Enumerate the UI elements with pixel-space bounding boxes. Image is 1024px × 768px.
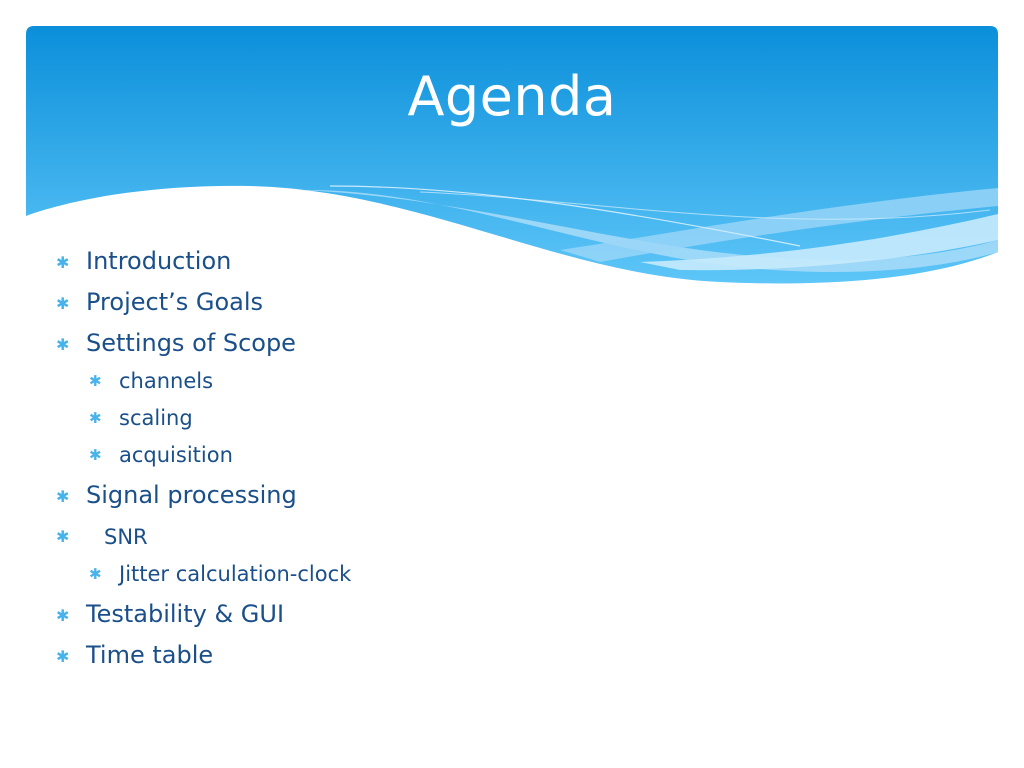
list-item-label: Testability & GUI bbox=[86, 600, 285, 628]
sub-list-item bbox=[89, 442, 233, 468]
list-item bbox=[56, 480, 297, 510]
sub-list-item bbox=[89, 368, 214, 394]
asterisk-bullet-icon: ✱ bbox=[56, 527, 70, 546]
slide-title: Agenda bbox=[407, 65, 617, 128]
list-item bbox=[56, 328, 296, 358]
asterisk-bullet-icon: ✱ bbox=[56, 487, 70, 506]
list-item-label: Signal processing bbox=[86, 481, 297, 509]
sub-list-item bbox=[89, 561, 352, 587]
asterisk-bullet-icon: ✱ bbox=[56, 294, 70, 313]
list-item-label: channels bbox=[119, 369, 214, 393]
list-item-label: acquisition bbox=[119, 443, 233, 467]
asterisk-bullet-icon: ✱ bbox=[56, 253, 70, 272]
list-item bbox=[56, 599, 285, 629]
list-item bbox=[56, 287, 264, 317]
list-item-label: Project’s Goals bbox=[86, 288, 264, 316]
asterisk-bullet-icon: ✱ bbox=[56, 335, 70, 354]
list-item-label: Settings of Scope bbox=[86, 329, 296, 357]
asterisk-bullet-icon: ✱ bbox=[56, 647, 70, 666]
asterisk-bullet-icon: ✱ bbox=[56, 606, 70, 625]
asterisk-bullet-icon: ✱ bbox=[89, 565, 102, 583]
list-item-label: scaling bbox=[119, 406, 193, 430]
asterisk-bullet-icon: ✱ bbox=[89, 446, 102, 464]
list-item bbox=[56, 640, 214, 670]
list-item-label: Time table bbox=[86, 641, 214, 669]
list-item bbox=[56, 246, 232, 276]
list-item bbox=[56, 524, 148, 550]
list-item-label: SNR bbox=[104, 525, 148, 549]
asterisk-bullet-icon: ✱ bbox=[89, 372, 102, 390]
list-item-label: Introduction bbox=[86, 247, 232, 275]
list-item-label: Jitter calculation-clock bbox=[119, 562, 352, 586]
asterisk-bullet-icon: ✱ bbox=[89, 409, 102, 427]
sub-list-item bbox=[89, 405, 193, 431]
